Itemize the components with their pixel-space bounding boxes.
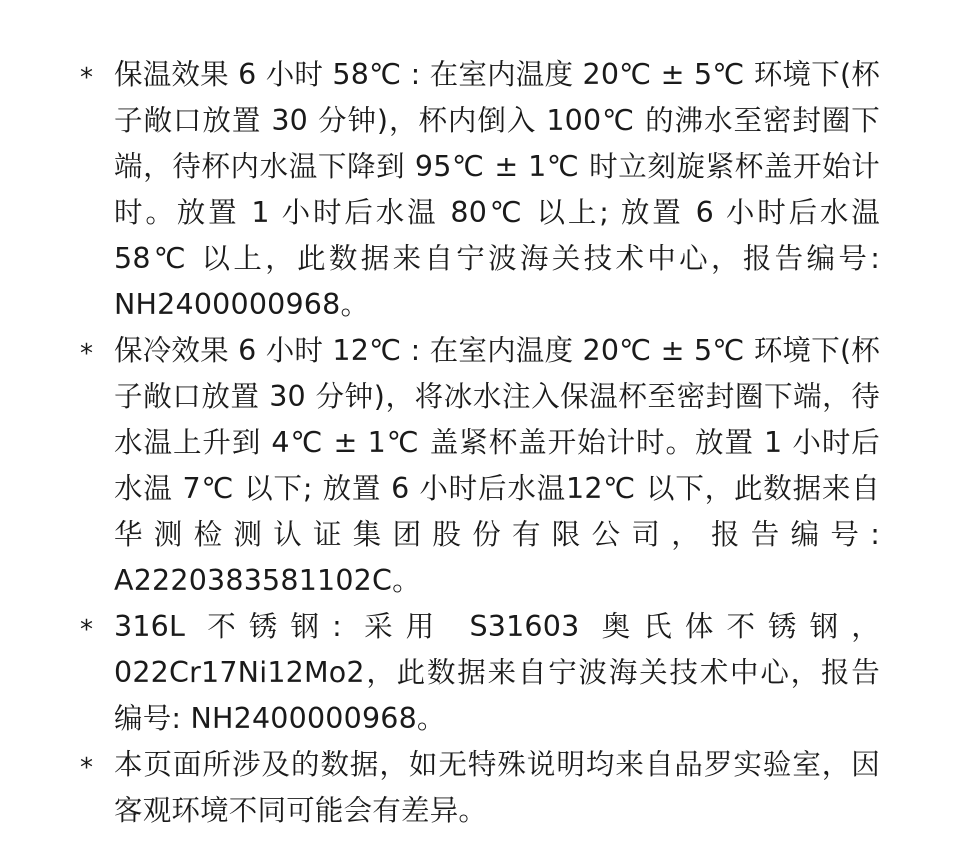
- bullet-asterisk: *: [80, 615, 93, 645]
- footnote-list: [80, 52, 880, 834]
- bullet-asterisk: *: [80, 753, 93, 783]
- footnote-text: 保冷效果 6 小时 12℃ : 在室内温度 20℃ ± 5℃ 环境下(杯子敞口放置 30 分钟)，将冰水注入保温杯至密封圈下端，待水温上升到 4℃ ± 1℃ 盖紧杯盖开始计时。放置 1 小时后水温 7℃ 以下; 放置 6 小时后水温12℃ 以下，此数据来自华测检测认证集团股份有限公司，报告编号: A2220383581102C。: [114, 334, 880, 597]
- footnote-insulation-cold: [80, 328, 880, 604]
- footnote-text: 316L 不锈钢: 采用 S31603 奥氏体不锈钢，022Cr17Ni12Mo2，此数据来自宁波海关技术中心，报告编号: NH2400000968。: [114, 610, 880, 735]
- footnote-text: 保温效果 6 小时 58℃ : 在室内温度 20℃ ± 5℃ 环境下(杯子敞口放置 30 分钟)，杯内倒入 100℃ 的沸水至密封圈下端，待杯内水温下降到 95℃ ± 1℃ 时立刻旋紧杯盖开始计时。放置 1 小时后水温 80℃ 以上; 放置 6 小时后水温 58℃ 以上，此数据来自宁波海关技术中心，报告编号: NH2400000968。: [114, 58, 880, 321]
- bullet-asterisk: *: [80, 339, 93, 369]
- footnote-text: 本页面所涉及的数据，如无特殊说明均来自品罗实验室，因客观环境不同可能会有差异。: [114, 748, 880, 827]
- footnote-insulation-hot: [80, 52, 880, 328]
- footnote-steel-material: [80, 604, 880, 742]
- bullet-asterisk: *: [80, 63, 93, 93]
- footnote-data-source: [80, 742, 880, 834]
